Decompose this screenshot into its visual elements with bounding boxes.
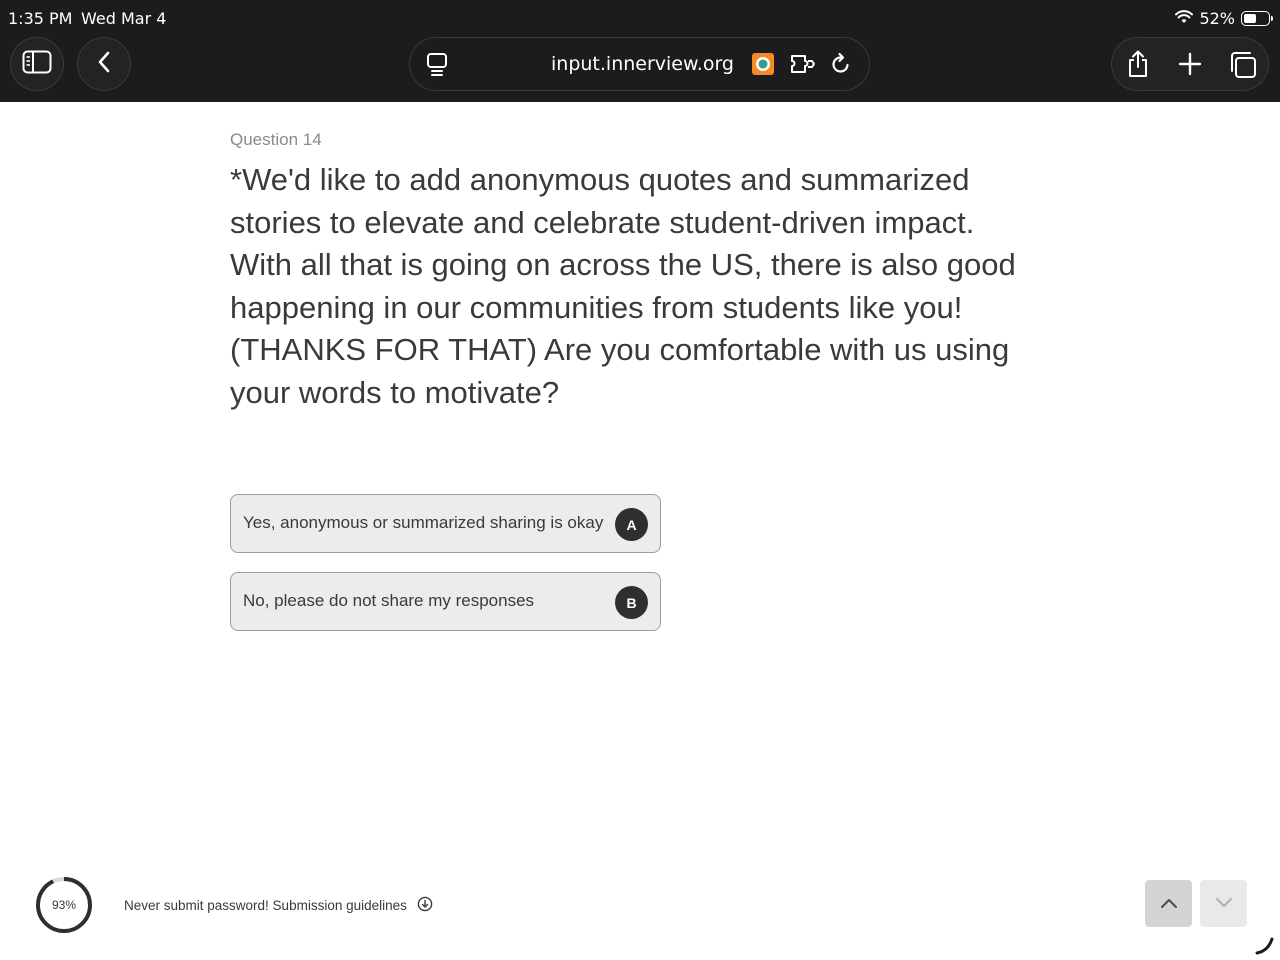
submission-guidelines-link[interactable] bbox=[124, 896, 433, 915]
option-key-badge: A bbox=[615, 508, 648, 541]
question-number: Question 14 bbox=[230, 130, 322, 149]
back-icon bbox=[96, 50, 112, 78]
option-a[interactable] bbox=[230, 494, 661, 553]
sidebar-icon bbox=[22, 50, 52, 78]
reload-icon[interactable] bbox=[829, 52, 853, 80]
option-key-badge: B bbox=[615, 586, 648, 619]
resize-handle-icon bbox=[1254, 934, 1276, 956]
chevron-up-icon bbox=[1160, 894, 1178, 913]
back-button[interactable] bbox=[77, 37, 131, 91]
battery-percent: 52% bbox=[1199, 9, 1235, 28]
sidebar-button[interactable] bbox=[10, 37, 64, 91]
browser-chrome bbox=[0, 0, 1280, 102]
status-time: 1:35 PM bbox=[8, 9, 73, 28]
tabs-icon[interactable] bbox=[1228, 50, 1258, 84]
share-icon[interactable] bbox=[1125, 49, 1151, 83]
progress-percent: 93% bbox=[51, 898, 77, 912]
add-tab-icon[interactable] bbox=[1178, 52, 1202, 80]
extension-icon[interactable] bbox=[789, 52, 817, 80]
previous-question-button[interactable] bbox=[1145, 880, 1192, 927]
guidelines-text: Never submit password! Submission guidelines bbox=[124, 898, 407, 913]
toolbar-right-group bbox=[1111, 37, 1269, 91]
battery-icon bbox=[1241, 11, 1270, 26]
question-text: *We'd like to add anonymous quotes and summarized stories to elevate and celebrate student-driven impact. With all that is going on across the US, there is also good happening in our communities from students like you! (THANKS FOR THAT) Are you comfortable with us using your words to motivate? bbox=[230, 162, 1016, 410]
chevron-down-icon bbox=[1215, 894, 1233, 913]
next-question-button[interactable] bbox=[1200, 880, 1247, 927]
site-favicon bbox=[751, 52, 775, 80]
wifi-icon bbox=[1175, 9, 1193, 28]
option-label: No, please do not share my responses bbox=[243, 591, 535, 610]
download-circle-icon bbox=[417, 896, 433, 915]
status-date: Wed Mar 4 bbox=[81, 9, 167, 28]
tab-overview-icon[interactable] bbox=[426, 52, 448, 82]
status-indicators bbox=[1175, 9, 1270, 28]
option-b[interactable] bbox=[230, 572, 661, 631]
option-label: Yes, anonymous or summarized sharing is okay bbox=[243, 513, 604, 532]
url-text[interactable]: input.innerview.org bbox=[551, 53, 734, 75]
address-bar[interactable] bbox=[409, 37, 870, 91]
